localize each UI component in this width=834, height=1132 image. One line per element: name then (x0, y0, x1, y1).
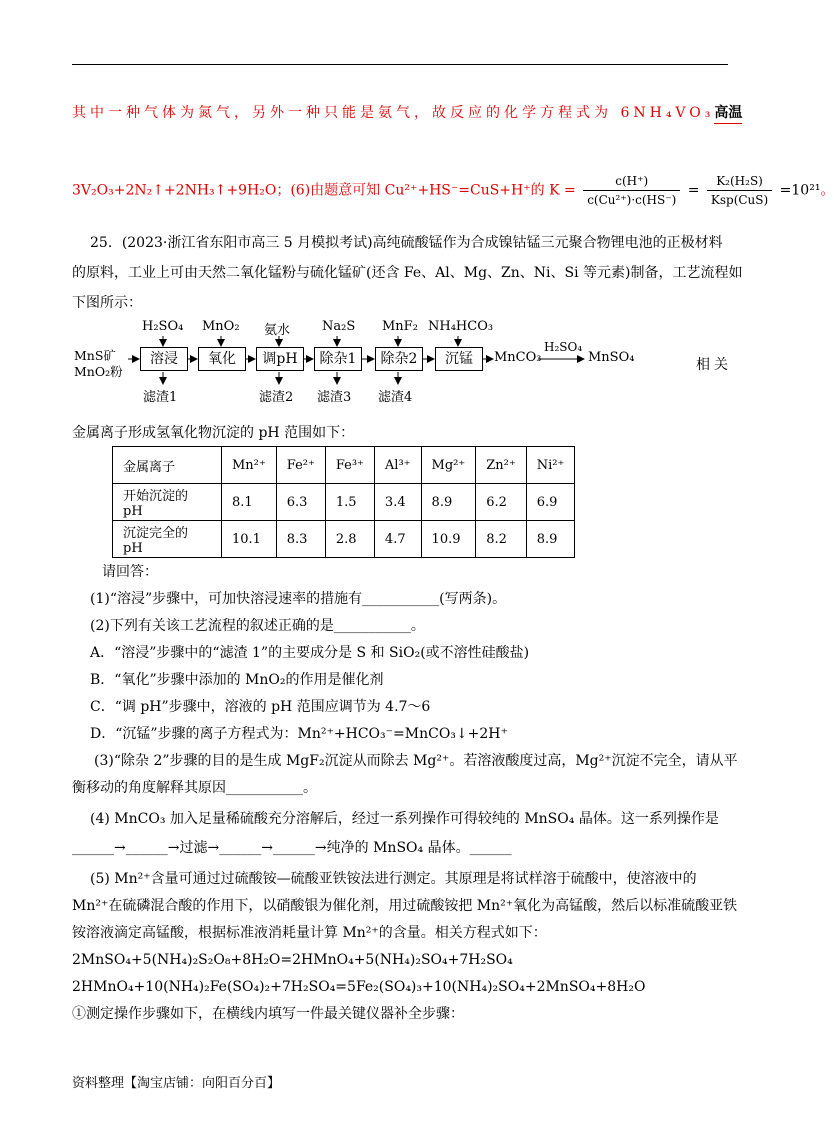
fraction-1-denominator: c(Cu²⁺)·c(HS⁻) (587, 193, 677, 207)
table-header-cell: Mg²⁺ (421, 447, 476, 484)
question-5-step: ①测定操作步骤如下，在横线内填写一件最关键仪器补全步骤： (72, 1006, 464, 1022)
reagent-mnf2: MnF₂ (382, 319, 418, 334)
table-cell: 6.2 (476, 484, 526, 521)
ph-range-table (112, 446, 575, 558)
table-cell: 8.1 (222, 484, 277, 521)
question-3-line-2: 衡移动的角度解释其原因___________。 (72, 780, 317, 796)
residue-4: 滤渣4 (378, 390, 413, 405)
question-5-line-2: Mn²⁺在硫磷混合酸的作用下，以硝酸银为催化剂，用过硫酸铵把 Mn²⁺氧化为高锰酸，然后以标准硫酸亚铁 (72, 898, 738, 914)
table-cell: 1.5 (325, 484, 374, 521)
table-header-cell: Al³⁺ (374, 447, 421, 484)
fraction-1-numerator: c(H⁺) (583, 172, 680, 191)
fraction-2-numerator: K₂(H₂S) (707, 172, 772, 191)
question-1: (1)“溶浸”步骤中，可加快溶浸速率的措施有___________(写两条)。 (90, 591, 507, 607)
option-d: D．“沉锰”步骤的离子方程式为：Mn²⁺+HCO₃⁻=MnCO₃↓+2H⁺ (90, 726, 508, 742)
question-5-line-3: 铵溶液滴定高锰酸，根据标准液消耗量计算 Mn²⁺的含量。相关方程式如下： (72, 925, 547, 941)
option-a: A．“溶浸”步骤中的“滤渣 1”的主要成分是 S 和 SiO₂(或不溶性硅酸盐) (90, 645, 530, 661)
table-row (113, 484, 575, 521)
question-2: (2)下列有关该工艺流程的叙述正确的是___________。 (90, 618, 425, 634)
option-c: C．“调 pH”步骤中，溶液的 pH 范围应调节为 4.7～6 (90, 699, 431, 715)
question-intro-1: 25．(2023·浙江省东阳市高三 5 月模拟考试)高纯硫酸锰作为合成镍钴锰三元聚合物锂电池的正极材料 (90, 235, 723, 251)
table-header-cell: Zn²⁺ (476, 447, 526, 484)
reagent-ammonia: 氨水 (264, 323, 291, 338)
reagent-h2so4: H₂SO₄ (142, 319, 184, 334)
reaction-condition: 高温 (714, 104, 742, 124)
table-header-cell: Fe³⁺ (325, 447, 374, 484)
table-cell: 开始沉淀的 pH (113, 484, 222, 521)
answer-prompt: 请回答： (102, 564, 158, 580)
table-row (113, 521, 575, 558)
answer-line-1-text: 其中一种气体为氮气，另外一种只能是氨气，故反应的化学方程式为 6NH₄VO₃ (72, 105, 715, 121)
table-cell: 8.3 (276, 521, 325, 558)
answer-end: 。 (820, 182, 834, 199)
feed-mno2-powder: MnO₂粉 (74, 364, 123, 379)
table-header-row (113, 447, 575, 484)
product-mnco3: MnCO₃ (494, 350, 542, 365)
table-cell: 4.7 (374, 521, 421, 558)
question-4-line-1: (4) MnCO₃ 加入足量稀硫酸充分溶解后，经过一系列操作可得较纯的 MnSO₄ 晶体。这一系列操作是 (90, 811, 719, 827)
residue-1: 滤渣1 (143, 390, 178, 405)
table-cell: 2.8 (325, 521, 374, 558)
option-b: B．“氧化”步骤中添加的 MnO₂的作用是催化剂 (90, 672, 384, 688)
step-manganese-precipitation: 沉锰 (435, 347, 483, 371)
reagent-mno2: MnO₂ (202, 319, 240, 334)
residue-2: 滤渣2 (259, 390, 294, 405)
step-impurity-removal-1: 除杂1 (314, 347, 362, 371)
answer-result: =10²¹ (779, 182, 821, 199)
equation-1: 2MnSO₄+5(NH₄)₂S₂O₈+8H₂O=2HMnO₄+5(NH₄)₂SO₄+7H₂SO₄ (72, 952, 513, 968)
question-intro-2: 的原料，工业上可由天然二氧化锰粉与硫化锰矿(还含 Fe、Al、Mg、Zn、Ni、Si 等元素)制备，工艺流程如 (72, 265, 743, 281)
after-flow-related: 相关 (696, 357, 732, 373)
question-4-line-2: ______→______→过滤→______→______→纯净的 MnSO₄ 晶体。______ (72, 840, 512, 856)
footer-source: 资料整理【淘宝店铺：向阳百分百】 (72, 1076, 281, 1091)
step-oxidation: 氧化 (198, 347, 246, 371)
feed-mns-ore: MnS矿 (74, 348, 116, 363)
table-header-cell: Mn²⁺ (222, 447, 277, 484)
step-leaching: 溶浸 (140, 347, 188, 371)
table-cell: 6.3 (276, 484, 325, 521)
answer-line-2-text: 3V₂O₃+2N₂↑+2NH₃↑+9H₂O；(6)由题意可知 Cu²⁺+HS⁻=CuS+H⁺的 K = (72, 182, 576, 199)
table-cell: 8.9 (526, 521, 575, 558)
table-cell: 10.1 (222, 521, 277, 558)
table-cell: 沉淀完全的 pH (113, 521, 222, 558)
reagent-nh4hco3: NH₄HCO₃ (428, 319, 494, 334)
table-header-cell: Ni²⁺ (526, 447, 575, 484)
table-cell: 8.2 (476, 521, 526, 558)
table-cell: 8.9 (421, 484, 476, 521)
table-header-cell: Fe²⁺ (276, 447, 325, 484)
table-cell: 3.4 (374, 484, 421, 521)
table-cell: 10.9 (421, 521, 476, 558)
step-impurity-removal-2: 除杂2 (375, 347, 423, 371)
question-5-line-1: (5) Mn²⁺含量可通过过硫酸铵—硫酸亚铁铵法进行测定。其原理是将试样溶于硫酸中，使溶液中的 (90, 871, 697, 887)
residue-3: 滤渣3 (317, 390, 352, 405)
question-intro-3: 下图所示： (72, 295, 142, 311)
table-cell: 6.9 (526, 484, 575, 521)
reagent-na2s: Na₂S (322, 319, 356, 334)
arrow-reagent-h2so4: H₂SO₄ (544, 340, 583, 354)
question-3-line-1: (3)“除杂 2”步骤的目的是生成 MgF₂沉淀从而除去 Mg²⁺。若溶液酸度过高，Mg²⁺沉淀不完全，请从平 (94, 753, 738, 769)
table-header-cell: 金属离子 (113, 447, 222, 484)
table-intro: 金属离子形成氢氧化物沉淀的 pH 范围如下： (72, 425, 355, 441)
answer-line-2: 3V₂O₃+2N₂↑+2NH₃↑+9H₂O；(6)由题意可知 Cu²⁺+HS⁻=CuS+H⁺的 K = $\frac{c(H^+)}{\text{c(Cu²⁺)·c(HS⁻)}}$ = $\frac{\text{K₂(H₂S)}}{\text{Ksp(CuS)}}$ =10²¹。 (72, 174, 834, 207)
product-mnso4: MnSO₄ (588, 350, 635, 365)
equation-2: 2HMnO₄+10(NH₄)₂Fe(SO₄)₂+7H₂SO₄=5Fe₂(SO₄)₃+10(NH₄)₂SO₄+2MnSO₄+8H₂O (72, 979, 646, 995)
step-adjust-ph: 调pH (256, 347, 304, 371)
fraction-2-denominator: Ksp(CuS) (710, 193, 769, 207)
